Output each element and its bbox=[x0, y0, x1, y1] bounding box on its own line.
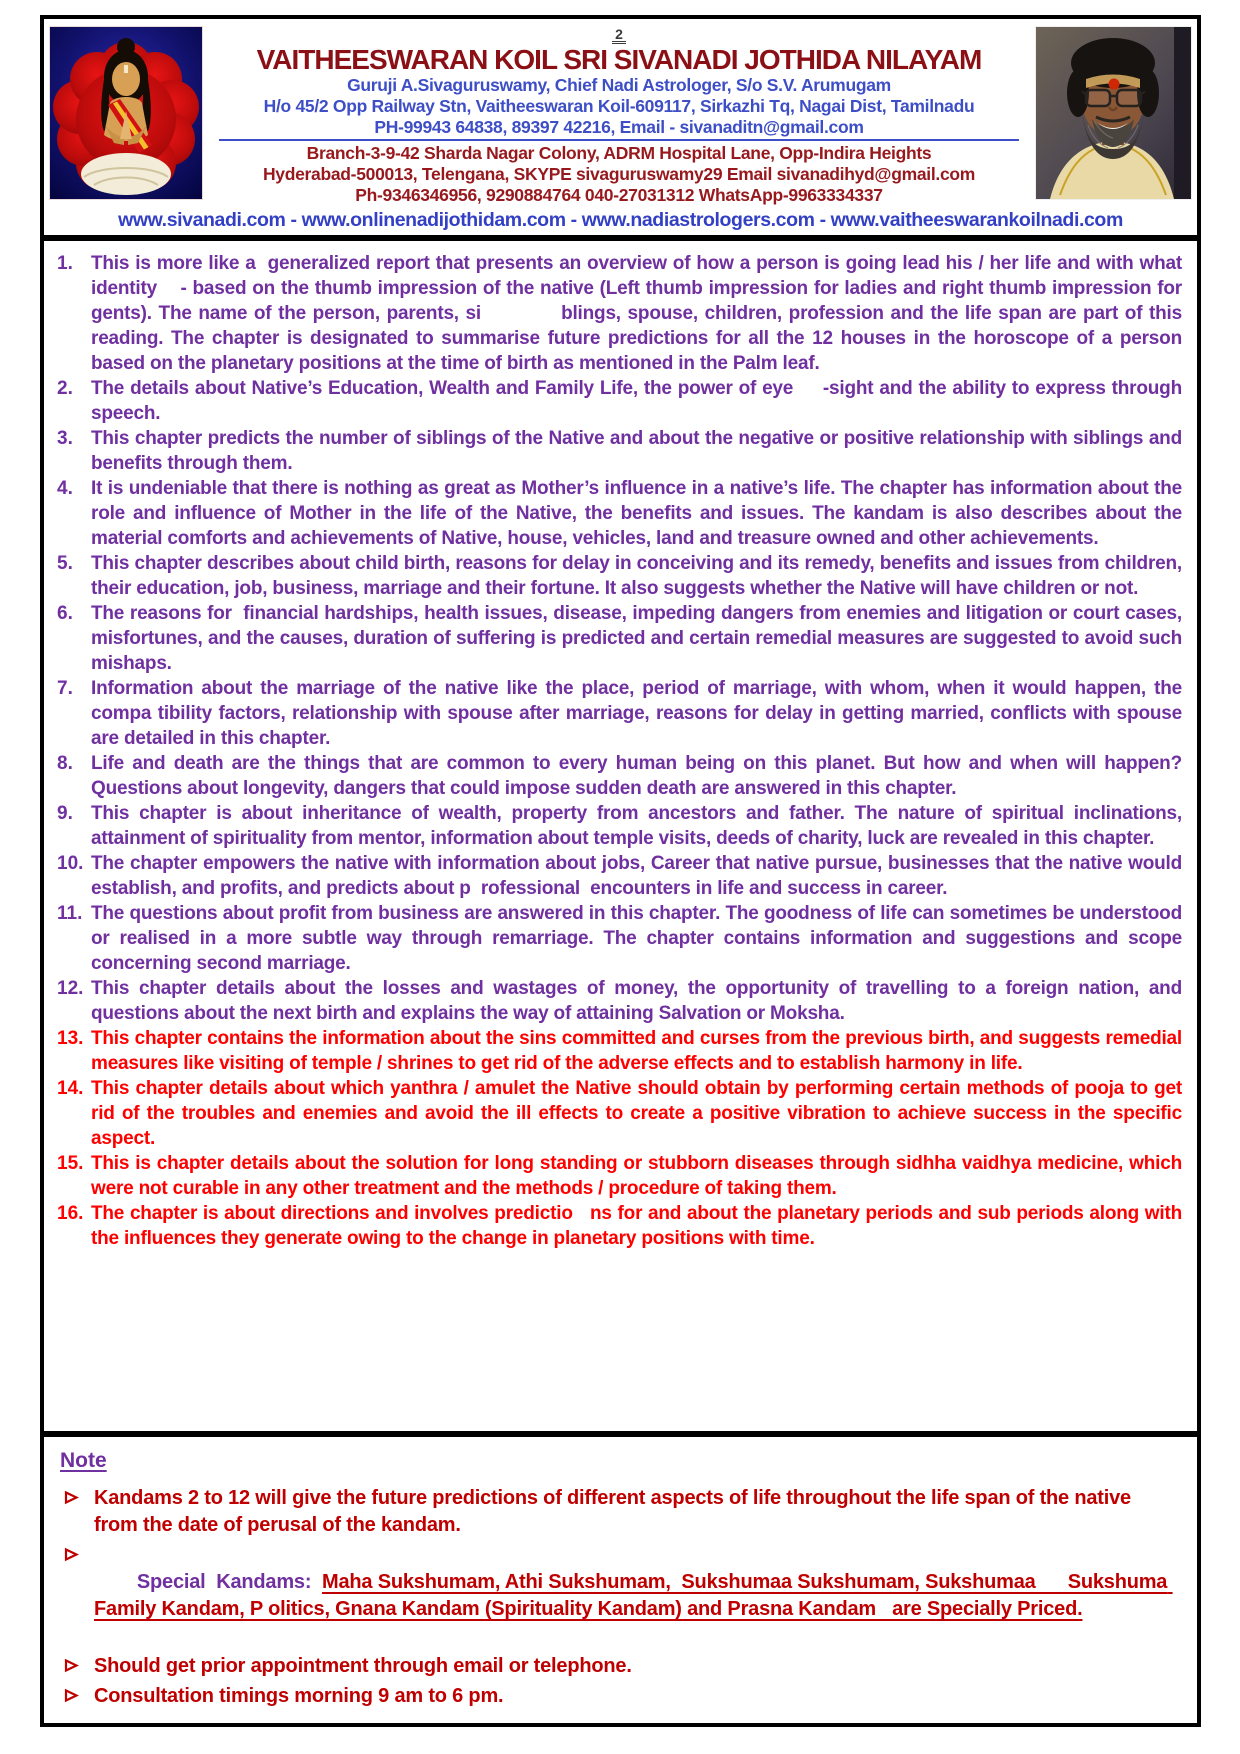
guru-name-line: Guruji A.Sivaguruswamy, Chief Nadi Astrologer, S/o S.V. Arumugam bbox=[347, 75, 891, 95]
page-title: VAITHEESWARAN KOIL SRI SIVANADI JOTHIDA NILAYAM bbox=[256, 44, 982, 75]
chapter-text: The reasons for financial hardships, health issues, disease, impeding dangers from enemies and litigation or court cases, misfortunes, and the causes, duration of suffering is predicted and certain remedial measures are suggested to avoid such mishaps. bbox=[91, 603, 1203, 674]
auspicious-symbol: 2 bbox=[612, 28, 626, 44]
arrow-bullet-icon bbox=[60, 1485, 94, 1539]
chapter-number: 5. bbox=[57, 553, 73, 574]
header-top-row bbox=[49, 26, 1192, 206]
phone-email-line: PH-99943 64838, 89397 42216, Email - sivanaditn@gmail.com bbox=[374, 117, 864, 137]
websites-line: www.sivanadi.com - www.onlinenadijothidam.com - www.nadiastrologers.com - www.vaitheeswarankoilnadi.com bbox=[118, 209, 1123, 231]
branch-address-line2: Hyderabad-500013, Telengana, SKYPE sivaguruswamy29 Email sivanadihyd@gmail.com bbox=[262, 164, 976, 184]
chapter-number: 8. bbox=[57, 753, 73, 774]
chapter-number: 12. bbox=[57, 978, 84, 999]
note-section bbox=[44, 1437, 1197, 1723]
deity-image bbox=[50, 27, 202, 199]
chapter-item-14 bbox=[57, 1076, 1188, 1151]
chapter-number: 2. bbox=[57, 378, 73, 399]
chapter-number: 9. bbox=[57, 803, 73, 824]
chapter-item-9 bbox=[57, 801, 1188, 851]
chapter-text: It is undeniable that there is nothing as great as Mother’s influence in a native’s life. The chapter has information about the role and influence of Mother in the life of the Native, the benefits and issues. The kandam is also describes about the material comforts and achievements of Native, house, vehicles, land and treasure owned and other achievements. bbox=[91, 478, 1188, 549]
chapter-item-6 bbox=[57, 601, 1203, 676]
note-bullet-1 bbox=[60, 1485, 1179, 1539]
chapter-text: The chapter is about directions and involves predictio ns for and about the planetary periods and sub periods along with the influences they generate owing to the change in planetary positions with time. bbox=[91, 1203, 1188, 1249]
arrow-bullet-icon bbox=[60, 1542, 94, 1650]
chapter-number: 4. bbox=[57, 478, 73, 499]
chapter-number: 14. bbox=[57, 1078, 84, 1099]
chapter-text: This chapter details about the losses and wastages of money, the opportunity of travelling to a foreign nation, and questions about the next birth and explains the way of attaining Salvation or Moksha. bbox=[91, 978, 1188, 1024]
chapter-number: 11. bbox=[57, 903, 83, 924]
note-bullet-4 bbox=[60, 1683, 1179, 1710]
chapter-text: The details about Native’s Education, Wealth and Family Life, the power of eye -sight and the ability to express through speech. bbox=[91, 378, 1188, 424]
chapter-item-8 bbox=[57, 751, 1188, 801]
chapter-number: 7. bbox=[57, 678, 73, 699]
note-heading: Note bbox=[60, 1449, 107, 1472]
chapter-item-2 bbox=[57, 376, 1188, 426]
note-bullet-text: Consultation timings morning 9 am to 6 pm. bbox=[94, 1685, 504, 1707]
chapter-item-5 bbox=[57, 551, 1188, 601]
branch-address-line1: Branch-3-9-42 Sharda Nagar Colony, ADRM Hospital Lane, Opp-Indira Heights bbox=[306, 143, 932, 163]
chapter-text: This chapter contains the information about the sins committed and curses from the previous birth, and suggests remedial measures like visiting of temple / shrines to get rid of the adverse effects and to establish harmony in life. bbox=[91, 1028, 1188, 1074]
chapter-item-11 bbox=[57, 901, 1188, 976]
note-bullet-text: Kandams 2 to 12 will give the future predictions of different aspects of life throughout the life span of the native from the date of perusal of the kandam. bbox=[94, 1487, 1137, 1536]
chapter-number: 3. bbox=[57, 428, 73, 449]
chapter-list bbox=[44, 241, 1203, 1437]
arrow-bullet-icon bbox=[60, 1653, 94, 1680]
chapter-text: Information about the marriage of the native like the place, period of marriage, with whom, when it would happen, the compa tibility factors, relationship with spouse after marriage, reasons for delay in getting married, conflicts with spouse are detailed in this chapter. bbox=[91, 678, 1188, 749]
chapter-text: The questions about profit from business are answered in this chapter. The goodness of life can sometimes be understood or realised in a more subtle way through remarriage. The chapter contains information and suggestions and scope concerning second marriage. bbox=[91, 903, 1188, 974]
chapter-text: This is chapter details about the solution for long standing or stubborn diseases through sidhha vaidhya medicine, which were not curable in any other treatment and the methods / procedure of taking them. bbox=[91, 1153, 1188, 1199]
chapter-text: This chapter details about which yanthra / amulet the Native should obtain by performing certain methods of pooja to get rid of the troubles and enemies and avoid the ill effects to create a positive vibration to achieve success in the specific aspect. bbox=[91, 1078, 1188, 1149]
chapter-number: 13. bbox=[57, 1028, 84, 1049]
chapter-number: 10. bbox=[57, 853, 84, 874]
chapter-item-4 bbox=[57, 476, 1188, 551]
guru-photo bbox=[1035, 26, 1192, 200]
chapter-text: This chapter predicts the number of siblings of the Native and about the negative or positive relationship with siblings and benefits through them. bbox=[91, 428, 1188, 474]
chapter-item-13 bbox=[57, 1026, 1188, 1076]
deity-illustration bbox=[49, 26, 203, 200]
arrow-bullet-icon bbox=[60, 1683, 94, 1710]
chapter-number: 6. bbox=[57, 603, 73, 624]
chapter-number: 1. bbox=[57, 253, 73, 274]
chapter-text: Life and death are the things that are common to every human being on this planet. But how and when will happen? Questions about longevity, dangers that could impose sudden death are answered in this chapter. bbox=[91, 753, 1188, 799]
branch-phone-line: Ph-9346346956, 9290884764 040-27031312 WhatsApp-9963334337 bbox=[355, 185, 883, 205]
note-bullet-text bbox=[94, 1542, 1179, 1650]
chapter-text: This is more like a generalized report that presents an overview of how a person is going lead his / her life and with what identity - based on the thumb impression of the native (Left thumb impression for ladies and right thumb impression for gents). The name of the person, parents, si blings, spouse, children, profession and the life span are part of this reading. The chapter is designated to summarise future predictions for all the 12 houses in the horoscope of a person based on the planetary positions at the time of birth as mentioned in the Palm leaf. bbox=[91, 253, 1188, 374]
document-frame bbox=[40, 15, 1201, 1727]
chapter-item-16 bbox=[57, 1201, 1188, 1251]
note-bullet-3 bbox=[60, 1653, 1179, 1680]
guru-photo-image bbox=[1036, 27, 1191, 199]
chapter-text: This chapter is about inheritance of wealth, property from ancestors and father. The nature of spiritual inclinations, attainment of spirituality from mentor, information about temple visits, deeds of charity, luck are revealed in this chapter. bbox=[91, 803, 1188, 849]
chapter-text: The chapter empowers the native with information about jobs, Career that native pursue, businesses that the native would establish, and profits, and predicts about p rofessional encounters in life and success in career. bbox=[91, 853, 1188, 899]
note-bullet-text: Should get prior appointment through email or telephone. bbox=[94, 1655, 632, 1677]
letterhead-text-block bbox=[203, 26, 1035, 206]
chapter-number: 15. bbox=[57, 1153, 84, 1174]
letterhead-header bbox=[44, 19, 1197, 241]
header-divider-line bbox=[219, 139, 1019, 141]
chapter-item-15 bbox=[57, 1151, 1188, 1201]
chapter-number: 16. bbox=[57, 1203, 84, 1224]
chapter-text: This chapter describes about child birth, reasons for delay in conceiving and its remedy, benefits and issues from children, their education, job, business, marriage and their fortune. It also suggests whether the Native will have children or not. bbox=[91, 553, 1188, 599]
chapter-item-1 bbox=[57, 251, 1188, 376]
chapter-item-7 bbox=[57, 676, 1188, 751]
chapter-item-10 bbox=[57, 851, 1188, 901]
chapter-item-12 bbox=[57, 976, 1188, 1026]
special-kandams-list: Maha Sukshumam, Athi Sukshumam, Sukshumaa Sukshumam, Sukshumaa Sukshuma Family Kandam, P olitics, Gnana Kandam (Spirituality Kandam) and Prasna Kandam are Specially Priced. bbox=[94, 1571, 1173, 1620]
chapter-item-3 bbox=[57, 426, 1188, 476]
address-line: H/o 45/2 Opp Railway Stn, Vaitheeswaran Koil-609117, Sirkazhi Tq, Nagai Dist, Tamilnadu bbox=[263, 96, 975, 116]
note-bullet-2 bbox=[60, 1542, 1179, 1650]
special-kandams-label: Special Kandams: bbox=[136, 1571, 323, 1593]
